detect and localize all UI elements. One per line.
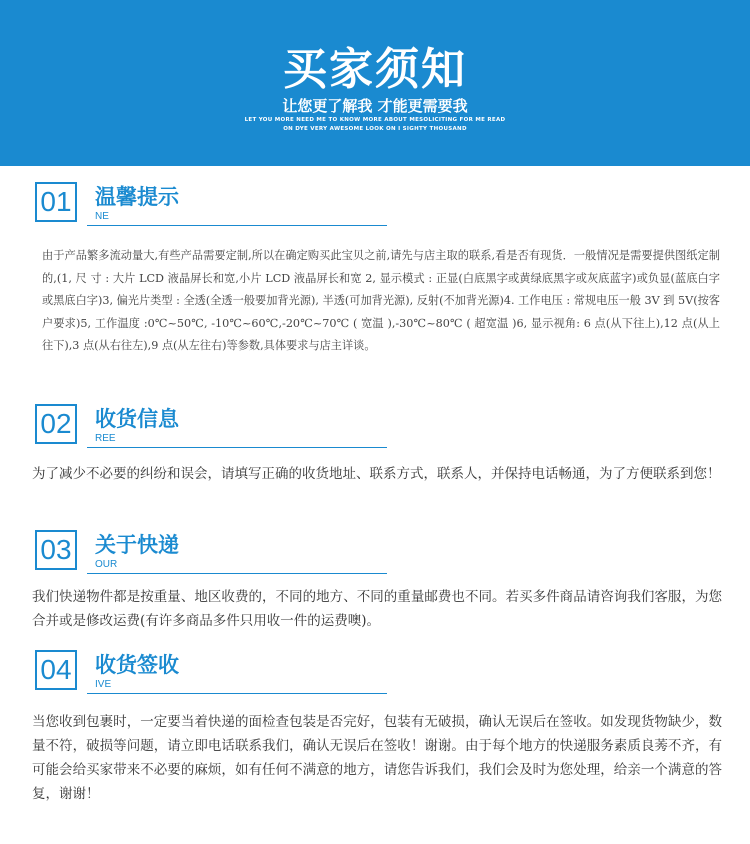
- section-01-text: 由于产品繁多流动量大,有些产品需要定制,所以在确定购买此宝贝之前,请先与店主取的联系,看是否有现货．一般情况是需要提供图纸定制的,(1, 尺 寸 : 大片 LCD 液晶屏长和宽,小片 LCD 液晶屏长和宽 2, 显示模式 : 正显(白底黑字或黄绿底黑字或灰底蓝字)或负显(蓝底白字或黑底白字)3, 偏光片类型 : 全透(全透一般要加背光源), 半透(可加背光源), 反射(不加背光源)4. 工作电压 : 常规电压一般 3V 到 5V(按客户要求)5, 工作温度 :0℃~50℃, -10℃~60℃,-20℃~70℃ ( 宽温 ),-30℃~80℃ ( 超宽温 )6, 显示视角: 6 点(从下往上),12 点(从上往下),3 点(从右往左),9 点(从左往右)等参数,具体要求与店主详谈。: [42, 249, 720, 352]
- section-title: 收货签收: [95, 653, 179, 677]
- section-number-box: 02: [35, 404, 77, 444]
- section-03-text: 我们快递物件都是按重量、地区收费的，不同的地方、不同的重量邮费也不同。若买多件商品请咨询我们客服，为您合并或是修改运费(有许多商品多件只用收一件的运费噢)。: [32, 589, 722, 629]
- section-01-header: [35, 182, 355, 232]
- section-divider: [87, 225, 387, 226]
- section-divider: [87, 693, 387, 694]
- section-04-header: [35, 650, 355, 700]
- section-divider: [87, 573, 387, 574]
- section-english-label: OUR: [95, 559, 118, 570]
- section-number-box: 03: [35, 530, 77, 570]
- banner-english-line-1: LET YOU MORE NEED ME TO KNOW MORE ABOUT MESOLICITING FOR ME READ: [244, 117, 506, 123]
- section-02-header: [35, 404, 355, 454]
- banner-title: 买家须知: [283, 44, 467, 95]
- banner-english-line-2: ON DYE VERY AWESOME LOOK ON I SIGHTY THOUSAND: [283, 126, 467, 132]
- header-banner: [0, 0, 750, 166]
- section-divider: [87, 447, 387, 448]
- section-title: 关于快递: [95, 533, 179, 557]
- section-title: 温馨提示: [95, 185, 179, 209]
- section-english-label: IVE: [95, 679, 112, 690]
- section-04-text: 当您收到包裹时，一定要当着快递的面检查包装是否完好，包装有无破损，确认无误后在签收。如发现货物缺少，数量不符，破损等问题，请立即电话联系我们，确认无误后在签收！谢谢。由于每个地方的快递服务素质良莠不齐，有可能会给买家带来不必要的麻烦，如有任何不满意的地方，请您告诉我们，我们会及时为您处理，给亲一个满意的答复，谢谢！: [32, 714, 722, 802]
- section-number-box: 04: [35, 650, 77, 690]
- section-02-text: 为了减少不必要的纠纷和误会，请填写正确的收货地址、联系方式，联系人，并保持电话畅通，为了方便联系到您！: [32, 466, 721, 482]
- section-english-label: REE: [95, 433, 116, 444]
- section-number-box: 01: [35, 182, 77, 222]
- section-title: 收货信息: [95, 407, 179, 431]
- banner-subtitle: 让您更了解我 才能更需要我: [282, 97, 468, 115]
- section-english-label: NE: [95, 211, 109, 222]
- section-03-header: [35, 530, 355, 580]
